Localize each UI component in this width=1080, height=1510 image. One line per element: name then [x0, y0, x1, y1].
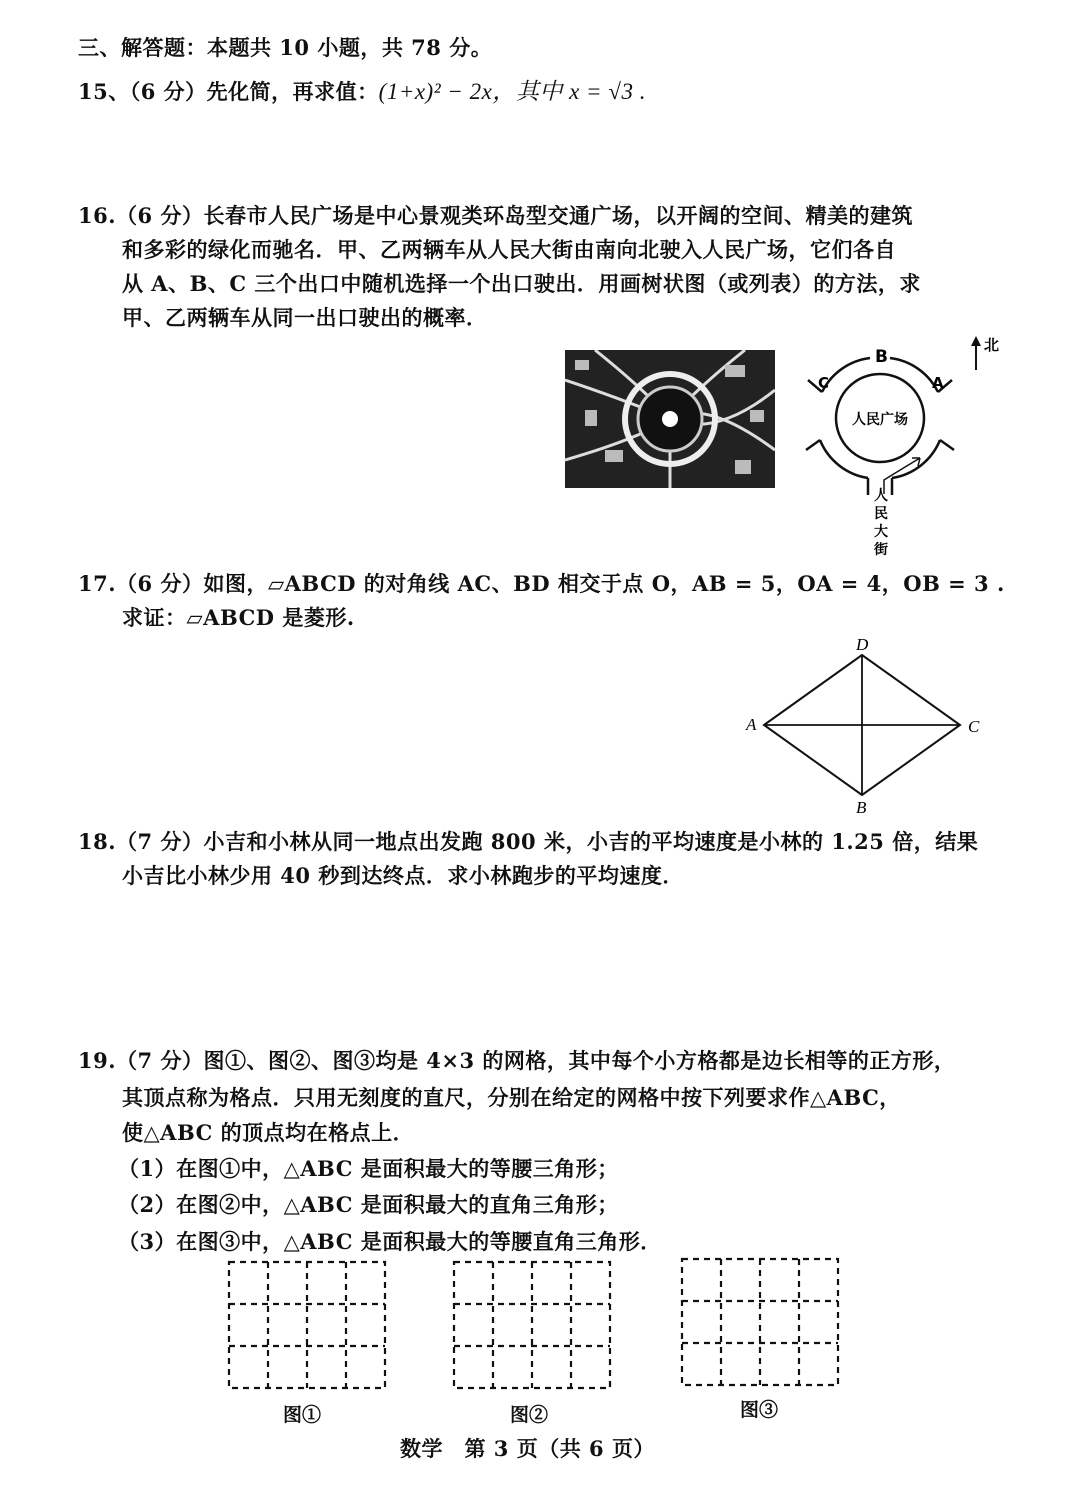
exit-c-label: C [818, 374, 830, 392]
question-16-line-1 [78, 200, 913, 230]
q15-score: （6 分） [129, 79, 207, 104]
exit-b-label: B [875, 347, 888, 367]
q19-text-1: 图①、图②、图③均是 4×3 的网格，其中每个小方格都是边长相等的正方形， [203, 1048, 956, 1073]
street-char-1: 人 [874, 488, 888, 504]
grid-figure-2 [450, 1258, 615, 1393]
grid-figure-3 [678, 1255, 843, 1390]
q19-sub-2: （2）在图②中，△ABC 是面积最大的直角三角形； [118, 1192, 619, 1217]
caption-figure-2: 图② [510, 1404, 549, 1426]
caption-figure-1: 图① [283, 1404, 322, 1426]
exit-a-label: A [932, 374, 944, 392]
q17-text-1: 如图，▱ABCD 的对角线 AC、BD 相交于点 O，AB = 5，OA = 4，OB = 3 . [203, 571, 1005, 596]
q18-text-1: 小吉和小林从同一地点出发跑 800 米，小吉的平均速度是小林的 1.25 倍，结果 [203, 829, 979, 854]
q19-text-3: 使△ABC 的顶点均在格点上． [122, 1120, 415, 1145]
vertex-b: B [856, 798, 867, 817]
q16-score: （6 分） [116, 203, 204, 228]
q19-score: （7 分） [116, 1048, 204, 1073]
aerial-photo [565, 350, 775, 488]
q18-text-2: 小吉比小林少用 40 秒到达终点．求小林跑步的平均速度． [122, 863, 684, 888]
q16-number: 16. [78, 203, 117, 228]
q15-number: 15、 [78, 79, 130, 104]
q16-text-3: 从 A、B、C 三个出口中随机选择一个出口驶出．用画树状图（或列表）的方法，求 [122, 271, 921, 296]
vertex-d: D [856, 635, 869, 654]
q17-number: 17. [78, 571, 117, 596]
q16-text-4: 甲、乙两辆车从同一出口驶出的概率． [122, 305, 488, 330]
q15-expression: (1+x)² − 2x [378, 79, 493, 104]
q19-sub-1: （1）在图①中，△ABC 是面积最大的等腰三角形； [118, 1156, 619, 1181]
question-17-line-1 [78, 568, 1005, 598]
page-footer: 数学 第 3 页（共 6 页） [400, 1436, 655, 1461]
street-char-4: 街 [874, 542, 888, 558]
q19-text-2: 其顶点称为格点．只用无刻度的直尺，分别在给定的网格中按下列要求作△ABC， [122, 1085, 901, 1110]
street-char-3: 大 [874, 524, 888, 540]
section-title: 三、解答题：本题共 10 小题，共 78 分。 [78, 35, 493, 60]
q15-text: 先化简，再求值： [206, 79, 379, 104]
question-18-line-1 [78, 826, 978, 856]
vertex-c: C [968, 717, 980, 736]
grid-figure-1 [225, 1258, 390, 1393]
rhombus-figure [740, 635, 1000, 820]
q15-condition: ，其中 x = √3 . [492, 79, 646, 104]
q19-number: 19. [78, 1048, 117, 1073]
map-center-label: 人民广场 [852, 412, 908, 428]
north-label: 北 [984, 336, 1000, 354]
caption-figure-3: 图③ [740, 1399, 779, 1421]
street-char-2: 民 [874, 506, 888, 522]
question-19-line-1 [78, 1045, 955, 1075]
vertex-a: A [746, 715, 757, 734]
q17-text-2: 求证：▱ABCD 是菱形. [122, 605, 355, 630]
north-arrow [971, 336, 999, 370]
q18-score: （7 分） [116, 829, 204, 854]
q18-number: 18. [78, 829, 117, 854]
q16-text-1: 长春市人民广场是中心景观类环岛型交通广场，以开阔的空间、精美的建筑 [203, 203, 913, 228]
question-15 [78, 73, 646, 106]
roundabout-map [800, 330, 1010, 565]
q16-text-2: 和多彩的绿化而驰名．甲、乙两辆车从人民大街由南向北驶入人民广场，它们各自 [122, 237, 896, 262]
q19-sub-3: （3）在图③中，△ABC 是面积最大的等腰直角三角形． [118, 1229, 662, 1254]
q17-score: （6 分） [116, 571, 204, 596]
